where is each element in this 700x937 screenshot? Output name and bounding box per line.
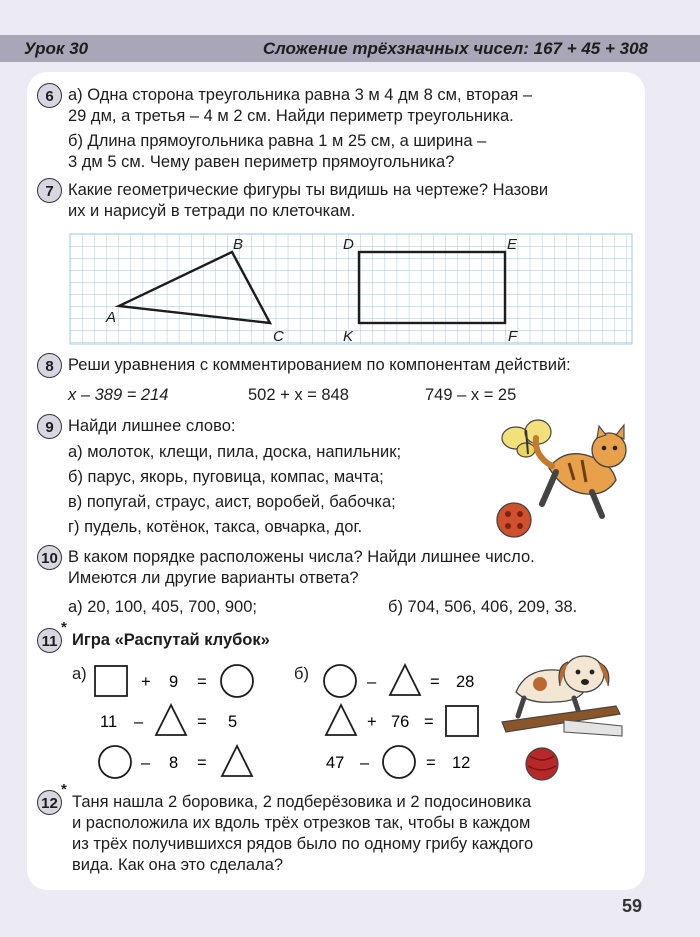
task-9-number: 9 xyxy=(37,414,62,439)
a1-number: 9 xyxy=(169,673,179,691)
equation-3: 749 – x = 25 xyxy=(425,386,517,404)
b2-equals: = xyxy=(424,713,434,731)
circle-a1 xyxy=(221,665,253,697)
task-11-star: * xyxy=(61,619,67,636)
page-number: 59 xyxy=(621,896,642,916)
triangle-b1 xyxy=(390,665,420,695)
lesson-title: Сложение трёхзначных чисел: 167 + 45 + 308 xyxy=(262,39,648,58)
dog-illustration xyxy=(494,640,644,790)
task-9-item-a: а) молоток, клещи, пила, доска, напильник; xyxy=(68,443,402,461)
task-6-a-line-2: 29 дм, а третья – 4 м 2 см. Найди периметр треугольника. xyxy=(68,107,514,125)
task-6-number: 6 xyxy=(37,83,62,108)
a3-number: 8 xyxy=(169,754,179,772)
task-10-line-2: Имеются ли другие варианты ответа? xyxy=(68,569,359,587)
task-10-line-1: В каком порядке расположены числа? Найди лишнее число. xyxy=(68,548,535,566)
task-12-line-4: вида. Как она это сделала? xyxy=(72,856,284,874)
square-a1 xyxy=(95,666,127,696)
b2-plus: + xyxy=(367,713,377,731)
task-12-line-3: из трёх получившихся рядов было по одному грибу каждого xyxy=(72,835,534,853)
task-9-item-c: в) попугай, страус, аист, воробей, бабочка; xyxy=(68,493,396,511)
task-10-a: а) 20, 100, 405, 700, 900; xyxy=(68,598,257,616)
label-c: C xyxy=(273,328,284,345)
b1-equals: = xyxy=(430,673,440,691)
label-k: K xyxy=(343,328,354,345)
task-7-line-2: их и нарисуй в тетради по клеточкам. xyxy=(68,202,356,220)
task-10-number: 10 xyxy=(37,545,62,570)
square-b2 xyxy=(446,706,478,736)
triangle-b2 xyxy=(326,705,356,735)
equation-1: x – 389 = 214 xyxy=(68,386,169,404)
dog-icon xyxy=(516,656,609,716)
task-8-number: 8 xyxy=(37,353,62,378)
task-11-number: 11 xyxy=(37,628,62,653)
b2-number: 76 xyxy=(391,713,410,731)
circle-b3 xyxy=(383,746,415,778)
b3-minus: – xyxy=(360,754,370,772)
a1-plus: + xyxy=(141,673,151,691)
task-12-star: * xyxy=(61,781,67,798)
label-e: E xyxy=(507,236,518,253)
equation-2: 502 + x = 848 xyxy=(248,386,349,404)
b3-equals: = xyxy=(426,754,436,772)
task-12-line-1: Таня нашла 2 боровика, 2 подберёзовика и 2 подосиновика xyxy=(72,793,532,811)
yarn-ball-icon xyxy=(526,748,558,780)
task-12-number: 12 xyxy=(37,790,62,815)
circle-a3 xyxy=(99,746,131,778)
triangle-a3 xyxy=(222,746,252,776)
label-a: A xyxy=(106,309,117,326)
task-10-b: б) 704, 506, 406, 209, 38. xyxy=(388,598,578,616)
b1-result: 28 xyxy=(456,673,475,691)
a3-minus: – xyxy=(141,754,151,772)
circle-b1 xyxy=(324,665,356,697)
task-11-title: Игра «Распутай клубок» xyxy=(72,631,270,649)
a2-number: 11 xyxy=(100,713,118,731)
label-b: B xyxy=(233,236,244,253)
task-7-line-1: Какие геометрические фигуры ты видишь на чертеже? Назови xyxy=(68,181,549,199)
triangle-a2 xyxy=(156,705,186,735)
task-6-b-line-1: б) Длина прямоугольника равна 1 м 25 см, а ширина – xyxy=(68,132,487,150)
task-9-item-d: г) пудель, котёнок, такса, овчарка, дог. xyxy=(68,518,363,536)
a2-result: 5 xyxy=(228,713,238,731)
task-6-b-line-2: 3 дм 5 см. Чему равен периметр прямоугольника? xyxy=(68,153,455,171)
lesson-number: Урок 30 xyxy=(24,39,89,58)
a1-equals: = xyxy=(197,673,207,691)
label-a-col: а) xyxy=(72,665,87,683)
label-b-col: б) xyxy=(294,665,309,683)
task-8-text: Реши уравнения с комментированием по компонентам действий: xyxy=(68,356,571,374)
b1-minus: – xyxy=(367,673,377,691)
task-6-a-line-1: а) Одна сторона треугольника равна 3 м 4 дм 8 см, вторая – xyxy=(68,86,533,104)
b3-number: 47 xyxy=(326,754,345,772)
a2-equals: = xyxy=(197,713,207,731)
a3-equals: = xyxy=(197,754,207,772)
task-7-number: 7 xyxy=(37,178,62,203)
task-9-item-b: б) парус, якорь, пуговица, компас, мачта; xyxy=(68,468,384,486)
task-12-line-2: и расположила их вдоль трёх отрезков так, чтобы в каждом xyxy=(72,814,531,832)
task-9-text: Найди лишнее слово: xyxy=(68,417,236,435)
a2-minus: – xyxy=(134,713,144,731)
b3-result: 12 xyxy=(452,754,471,772)
label-d: D xyxy=(343,236,354,253)
label-f: F xyxy=(508,328,518,345)
